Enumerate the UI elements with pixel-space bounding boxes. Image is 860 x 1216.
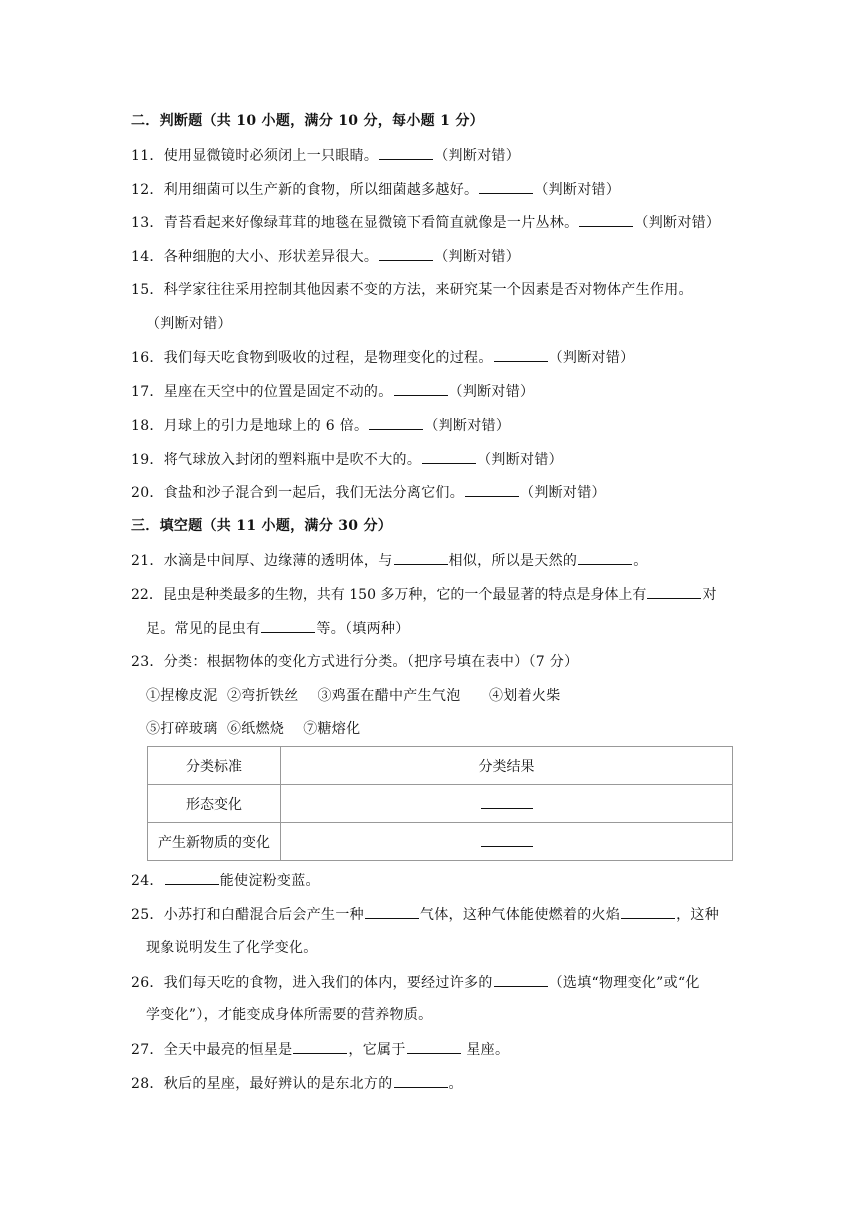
question-text: 25．小苏打和白醋混合后会产生一种 bbox=[131, 907, 364, 923]
answer-blank[interactable] bbox=[365, 904, 419, 919]
question-text: ，它属于 bbox=[348, 1042, 406, 1058]
question-text: 28．秋后的星座，最好辨认的是东北方的 bbox=[131, 1076, 393, 1092]
question-28 bbox=[131, 1073, 463, 1094]
answer-blank[interactable] bbox=[394, 550, 448, 565]
question-23-options-2: ⑤打碎玻璃 ⑥纸燃烧 ⑦糖熔化 bbox=[146, 721, 361, 737]
question-text: 足。常见的昆虫有 bbox=[146, 621, 261, 637]
question-text: 相似，所以是天然的 bbox=[448, 553, 578, 569]
question-26 bbox=[131, 972, 700, 993]
question-suffix: （判断对错） bbox=[448, 384, 535, 400]
table-header: 分类结果 bbox=[281, 747, 733, 785]
question-25-cont: 现象说明发生了化学变化。 bbox=[146, 940, 318, 956]
table-cell-answer bbox=[281, 823, 733, 861]
question-14 bbox=[131, 246, 520, 267]
question-text: （选填“物理变化”或“化 bbox=[548, 975, 700, 991]
question-text: ，这种 bbox=[676, 907, 720, 923]
question-27 bbox=[131, 1039, 509, 1060]
question-text: 13．青苔看起来好像绿茸茸的地毯在显微镜下看简直就像是一片丛林。 bbox=[131, 215, 579, 231]
question-text: 21．水滴是中间厚、边缘薄的透明体，与 bbox=[131, 553, 393, 569]
question-text: 。 bbox=[633, 553, 648, 569]
question-text: 19．将气球放入封闭的塑料瓶中是吹不大的。 bbox=[131, 452, 422, 468]
answer-blank[interactable] bbox=[261, 618, 315, 633]
answer-blank[interactable] bbox=[369, 415, 423, 430]
question-17 bbox=[131, 381, 534, 402]
question-19 bbox=[131, 449, 563, 470]
question-15-suffix: （判断对错） bbox=[146, 316, 232, 332]
question-23: 23．分类：根据物体的变化方式进行分类。（把序号填在表中）（7 分） bbox=[131, 654, 579, 670]
question-text: 。 bbox=[448, 1076, 463, 1092]
answer-blank[interactable] bbox=[494, 972, 548, 987]
question-suffix: （判断对错） bbox=[434, 249, 521, 265]
question-text: 24． bbox=[131, 873, 164, 889]
question-text: 17．星座在天空中的位置是固定不动的。 bbox=[131, 384, 393, 400]
question-suffix: （判断对错） bbox=[634, 215, 721, 231]
answer-blank[interactable] bbox=[479, 179, 533, 194]
section-3-heading: 三．填空题（共 11 小题，满分 30 分） bbox=[131, 518, 393, 534]
question-suffix: （判断对错） bbox=[434, 148, 521, 164]
answer-blank[interactable] bbox=[422, 449, 476, 464]
question-text: 26．我们每天吃的食物，进入我们的体内，要经过许多的 bbox=[131, 975, 493, 991]
answer-blank[interactable] bbox=[394, 1073, 448, 1088]
question-18 bbox=[131, 415, 510, 436]
question-12 bbox=[131, 179, 620, 200]
question-25 bbox=[131, 904, 719, 925]
table-cell-label: 形态变化 bbox=[148, 785, 281, 823]
question-22 bbox=[131, 584, 716, 605]
question-text: 14．各种细胞的大小、形状差异很大。 bbox=[131, 249, 379, 265]
question-suffix: （判断对错） bbox=[534, 182, 621, 198]
question-24 bbox=[131, 870, 320, 891]
question-text: 16．我们每天吃食物到吸收的过程，是物理变化的过程。 bbox=[131, 350, 493, 366]
question-text: 能使淀粉变蓝。 bbox=[219, 873, 320, 889]
table-header-row bbox=[148, 747, 733, 785]
answer-blank[interactable] bbox=[481, 832, 533, 847]
question-text: 星座。 bbox=[461, 1042, 510, 1058]
question-suffix: （判断对错） bbox=[548, 350, 635, 366]
answer-blank[interactable] bbox=[465, 482, 519, 497]
question-13 bbox=[131, 212, 720, 233]
question-16 bbox=[131, 347, 634, 368]
question-suffix: （判断对错） bbox=[424, 418, 511, 434]
answer-blank[interactable] bbox=[379, 145, 433, 160]
answer-blank[interactable] bbox=[293, 1039, 347, 1054]
question-22-cont bbox=[146, 618, 410, 639]
answer-blank[interactable] bbox=[578, 550, 632, 565]
section-2-heading: 二．判断题（共 10 小题，满分 10 分，每小题 1 分） bbox=[131, 113, 484, 129]
question-text: 18．月球上的引力是地球上的 6 倍。 bbox=[131, 418, 369, 434]
answer-blank[interactable] bbox=[481, 794, 533, 809]
table-cell-label: 产生新物质的变化 bbox=[148, 823, 281, 861]
question-15: 15．科学家往往采用控制其他因素不变的方法，来研究某一个因素是否对物体产生作用。 bbox=[131, 282, 693, 298]
question-text: 对 bbox=[702, 587, 717, 603]
table-row bbox=[148, 785, 733, 823]
question-26-cont: 学变化”），才能变成身体所需要的营养物质。 bbox=[146, 1007, 433, 1023]
question-text: 22．昆虫是种类最多的生物，共有 150 多万种，它的一个最显著的特点是身体上有 bbox=[131, 587, 647, 603]
question-suffix: （判断对错） bbox=[477, 452, 563, 468]
answer-blank[interactable] bbox=[407, 1039, 461, 1054]
answer-blank[interactable] bbox=[165, 870, 219, 885]
question-text: 等。（填两种） bbox=[316, 621, 410, 637]
question-text: 27．全天中最亮的恒星是 bbox=[131, 1042, 293, 1058]
answer-blank[interactable] bbox=[579, 212, 633, 227]
answer-blank[interactable] bbox=[647, 584, 701, 599]
question-suffix: （判断对错） bbox=[520, 485, 606, 501]
answer-blank[interactable] bbox=[494, 347, 548, 362]
table-row bbox=[148, 823, 733, 861]
answer-blank[interactable] bbox=[379, 246, 433, 261]
question-text: 气体，这种气体能使燃着的火焰 bbox=[419, 907, 621, 923]
question-text: 12．利用细菌可以生产新的食物，所以细菌越多越好。 bbox=[131, 182, 479, 198]
classification-table bbox=[147, 746, 733, 861]
answer-blank[interactable] bbox=[621, 904, 675, 919]
question-20 bbox=[131, 482, 606, 503]
table-cell-answer bbox=[281, 785, 733, 823]
question-11 bbox=[131, 145, 520, 166]
question-text: 20．食盐和沙子混合到一起后，我们无法分离它们。 bbox=[131, 485, 465, 501]
question-23-options-1: ①捏橡皮泥 ②弯折铁丝 ③鸡蛋在醋中产生气泡 ④划着火柴 bbox=[146, 688, 561, 704]
question-text: 11．使用显微镜时必须闭上一只眼睛。 bbox=[131, 148, 379, 164]
answer-blank[interactable] bbox=[394, 381, 448, 396]
question-21 bbox=[131, 550, 648, 571]
table-header: 分类标准 bbox=[148, 747, 281, 785]
